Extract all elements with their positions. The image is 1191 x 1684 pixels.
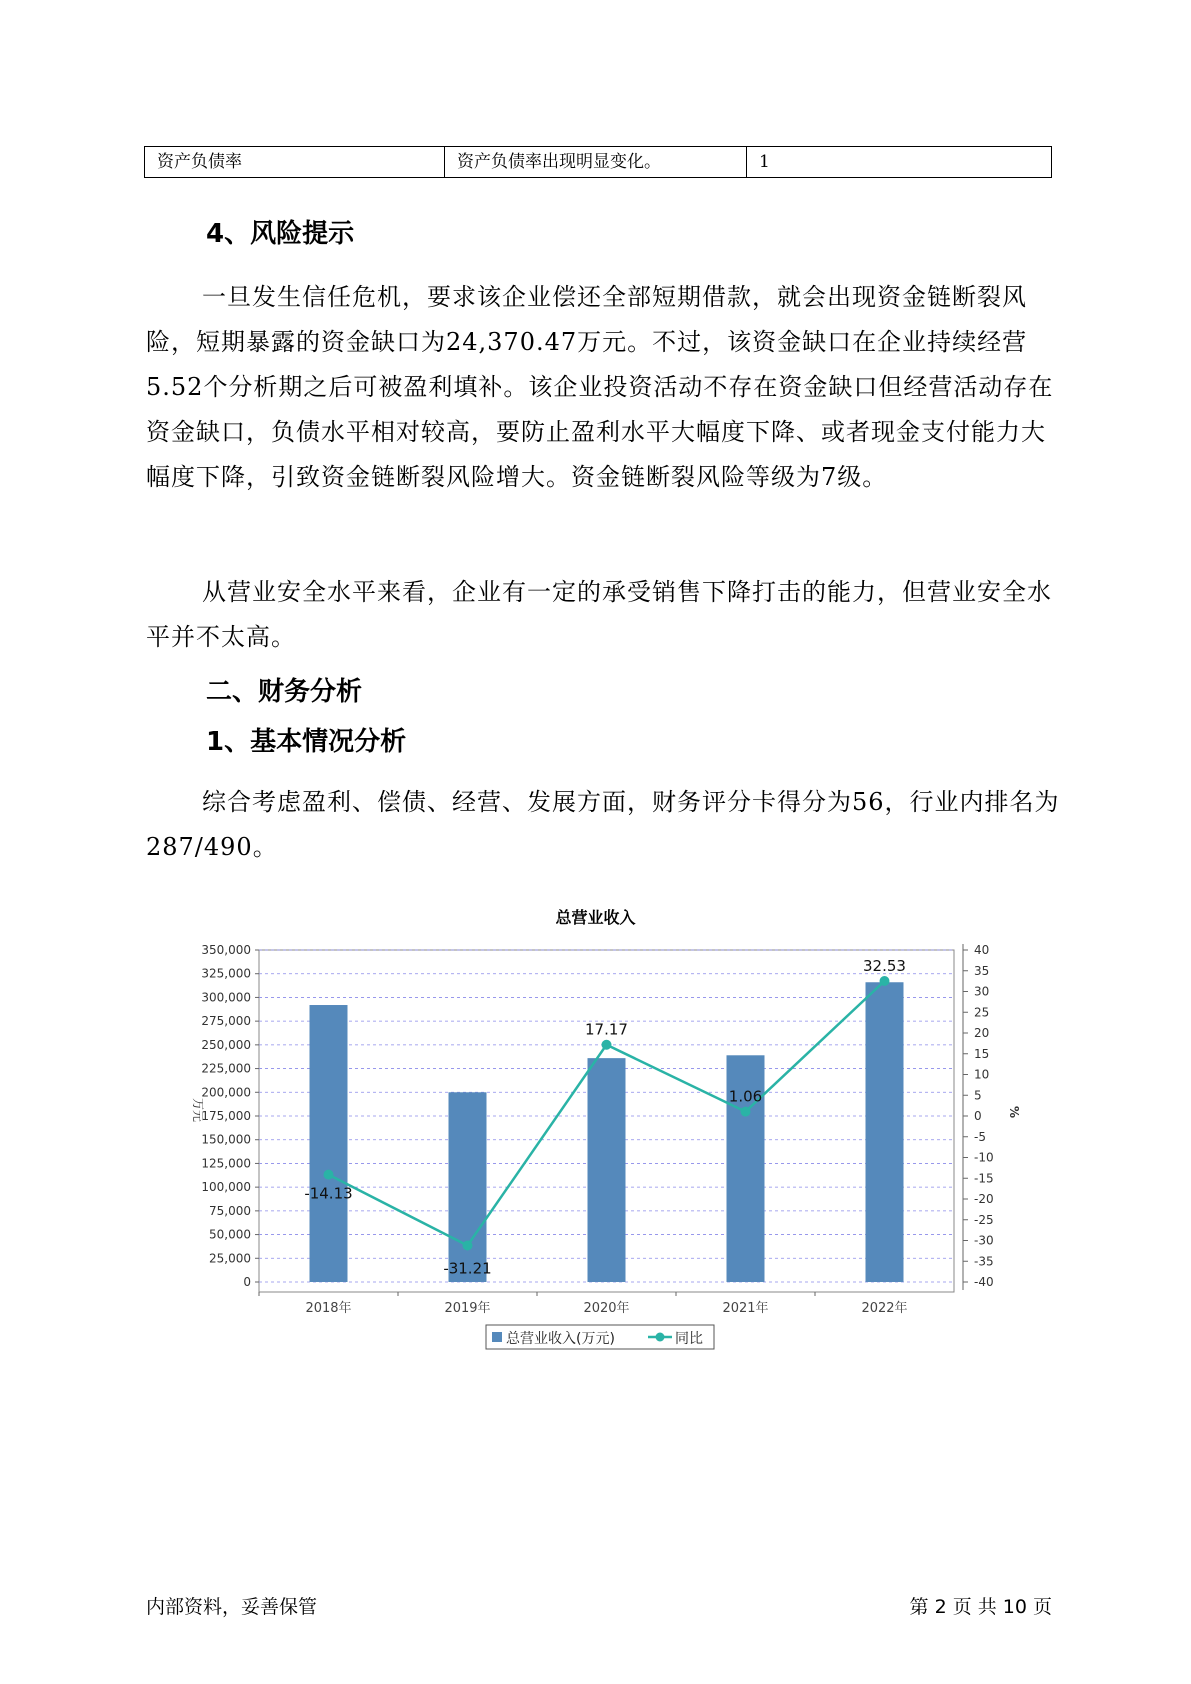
y2-tick-label: -35	[974, 1254, 994, 1269]
y-tick-label: 325,000	[201, 966, 251, 981]
legend-line-label: 同比	[675, 1331, 703, 1347]
basic-analysis-heading: 1、基本情况分析	[206, 727, 407, 757]
y2-tick-label: -10	[974, 1150, 994, 1165]
y2-tick-label: 10	[974, 1067, 990, 1082]
indicator-name-cell: 资产负债率	[145, 147, 445, 177]
yoy-point	[324, 1170, 334, 1180]
y-tick-label: 300,000	[201, 990, 251, 1005]
risk-paragraph-2: 从营业安全水平来看，企业有一定的承受销售下降打击的能力，但营业安全水平并不太高。	[146, 578, 1052, 651]
yoy-data-label: 1.06	[728, 1087, 763, 1106]
footer-confidential-note: 内部资料，妥善保管	[146, 1596, 318, 1618]
y-tick-label: 25,000	[209, 1251, 251, 1266]
y-tick-label: 125,000	[201, 1156, 251, 1171]
y2-tick-label: 0	[974, 1109, 982, 1123]
y2-tick-label: 40	[974, 943, 990, 957]
revenue-bar	[310, 1005, 348, 1282]
yoy-data-label: -14.13	[304, 1184, 353, 1203]
basic-analysis-paragraph: 综合考虑盈利、偿债、经营、发展方面，财务评分卡得分为56，行业内排名为287/490。	[146, 788, 1060, 861]
chart-title: 总营业收入	[555, 908, 636, 927]
y-tick-label: 75,000	[209, 1203, 251, 1218]
yoy-data-label: -31.21	[443, 1259, 492, 1278]
yoy-data-label: 17.17	[585, 1020, 628, 1039]
y2-tick-label: 5	[974, 1088, 982, 1103]
y2-tick-label: -25	[974, 1212, 994, 1227]
y-tick-label: 50,000	[209, 1227, 251, 1242]
revenue-bar	[588, 1058, 626, 1282]
y-tick-label: 150,000	[201, 1132, 251, 1147]
y-tick-label: 350,000	[201, 943, 251, 957]
y-tick-label: 0	[243, 1275, 251, 1289]
y2-tick-label: -20	[974, 1192, 994, 1206]
finance-heading: 二、财务分析	[206, 677, 363, 707]
yoy-point	[602, 1040, 612, 1050]
revenue-bar	[449, 1092, 487, 1282]
yoy-point	[880, 976, 890, 986]
y-tick-label: 250,000	[201, 1037, 251, 1052]
x-tick-label: 2019年	[444, 1301, 491, 1316]
y2-tick-label: 30	[974, 984, 990, 999]
risk-heading: 4、风险提示	[206, 219, 355, 249]
y2-tick-label: -30	[974, 1233, 994, 1248]
risk-paragraph-1: 一旦发生信任危机，要求该企业偿还全部短期借款，就会出现资金链断裂风险，短期暴露的资金缺口为24,370.47万元。不过，该资金缺口在企业持续经营 5.52个分析期之后可被盈利填补。该企业投资活动不存在资金缺口但经营活动存在资金缺口，负债水平相对较高，要防止盈利水平大幅度下降、或者现金支付能力大幅度下降，引致资金链断裂风险增大。资金链断裂风险等级为7级。	[146, 283, 1054, 491]
y2-axis-title: %	[1007, 1105, 1021, 1119]
y-axis-title: 万元	[191, 1097, 205, 1123]
legend-line-marker	[656, 1333, 665, 1342]
legend-bar-label: 总营业收入(万元)	[506, 1331, 615, 1347]
x-tick-label: 2018年	[305, 1301, 352, 1316]
yoy-point	[463, 1241, 473, 1251]
legend-bar-swatch	[492, 1332, 502, 1342]
y2-tick-label: 15	[974, 1046, 990, 1061]
footer-page-number: 第 2 页 共 10 页	[909, 1596, 1052, 1618]
x-tick-label: 2021年	[722, 1301, 769, 1316]
indicator-value-cell: 1	[759, 152, 770, 172]
yoy-data-label: 32.53	[863, 957, 906, 976]
y2-tick-label: 25	[974, 1005, 990, 1020]
y-tick-label: 100,000	[201, 1180, 251, 1195]
y-tick-label: 175,000	[201, 1109, 251, 1123]
yoy-point	[741, 1107, 751, 1117]
y2-tick-label: -40	[974, 1275, 994, 1289]
y2-tick-label: 20	[974, 1026, 990, 1040]
y2-tick-label: -15	[974, 1171, 994, 1186]
x-tick-label: 2020年	[583, 1301, 630, 1316]
x-tick-label: 2022年	[861, 1301, 908, 1316]
indicator-description-cell: 资产负债率出现明显变化。	[445, 147, 747, 177]
y2-tick-label: -5	[974, 1129, 986, 1144]
y-tick-label: 225,000	[201, 1061, 251, 1076]
y2-tick-label: 35	[974, 963, 990, 978]
revenue-bar	[866, 982, 904, 1282]
y-tick-label: 200,000	[201, 1085, 251, 1100]
y-tick-label: 275,000	[201, 1014, 251, 1029]
